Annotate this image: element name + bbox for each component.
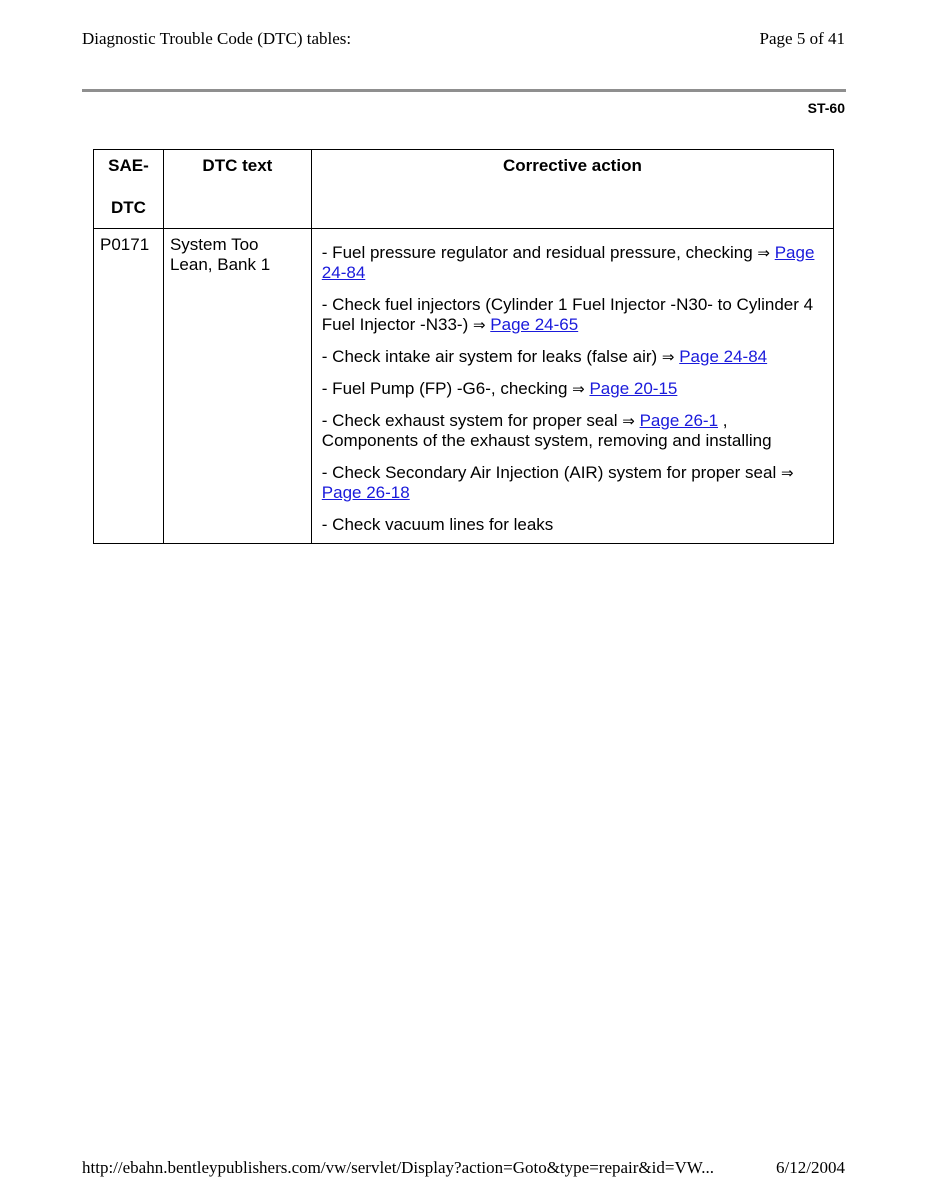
document-title: Diagnostic Trouble Code (DTC) tables: — [82, 29, 352, 48]
arrow-icon: ⇒ — [757, 244, 770, 262]
page-link[interactable]: Page 20-15 — [589, 379, 678, 398]
action-text-after: , Components of the exhaust system, removing and installing — [321, 411, 772, 450]
arrow-icon: ⇒ — [472, 316, 486, 334]
arrow-icon: ⇒ — [622, 412, 635, 430]
section-id: ST-60 — [807, 100, 845, 116]
action-item — [322, 411, 823, 451]
footer-url: http://ebahn.bentleypublishers.com/vw/servlet/Display?action=Goto&type=repair&id=VW... — [82, 1158, 714, 1177]
page-number: Page 5 of 41 — [759, 29, 845, 48]
action-text: - Check Secondary Air Injection (AIR) system for proper seal — [321, 463, 781, 482]
header-sae-dtc-line2: DTC — [111, 198, 146, 217]
page-link[interactable]: Page 26-18 — [321, 483, 410, 502]
page-link[interactable]: Page 24-84 — [679, 347, 768, 366]
dtc-code-cell: P0171 — [94, 229, 164, 544]
action-text: - Check exhaust system for proper seal — [321, 411, 623, 430]
action-item — [322, 515, 823, 535]
page-link[interactable]: Page 26-1 — [639, 411, 719, 430]
header-divider — [82, 89, 846, 92]
page-link[interactable]: Page 24-65 — [490, 315, 579, 334]
corrective-action-cell — [311, 229, 833, 544]
action-text: - Fuel pressure regulator and residual pressure, checking — [321, 243, 758, 262]
action-text: - Check fuel injectors (Cylinder 1 Fuel Injector -N30- to Cylinder 4 Fuel Injector -N33-) — [321, 295, 814, 334]
header-sae-dtc-line1: SAE- — [108, 156, 149, 175]
arrow-icon: ⇒ — [572, 380, 585, 398]
action-item — [322, 295, 823, 335]
table-header-row — [94, 150, 834, 229]
dtc-table — [93, 149, 834, 544]
header-sae-dtc — [94, 150, 164, 229]
header-dtc-text: DTC text — [163, 150, 311, 229]
action-text: - Fuel Pump (FP) -G6-, checking — [321, 379, 573, 398]
footer-date: 6/12/2004 — [776, 1158, 845, 1177]
action-text: - Check vacuum lines for leaks — [321, 515, 554, 534]
dtc-text-cell: System Too Lean, Bank 1 — [163, 229, 311, 544]
action-item — [322, 463, 823, 503]
page-link[interactable]: Page 24-84 — [321, 243, 815, 282]
table-row — [94, 229, 834, 544]
header-corrective-action: Corrective action — [311, 150, 833, 229]
action-text: - Check intake air system for leaks (false air) — [321, 347, 662, 366]
action-item — [322, 379, 823, 399]
arrow-icon: ⇒ — [780, 464, 794, 482]
action-item — [322, 243, 823, 283]
arrow-icon: ⇒ — [661, 348, 675, 366]
action-item — [322, 347, 823, 367]
